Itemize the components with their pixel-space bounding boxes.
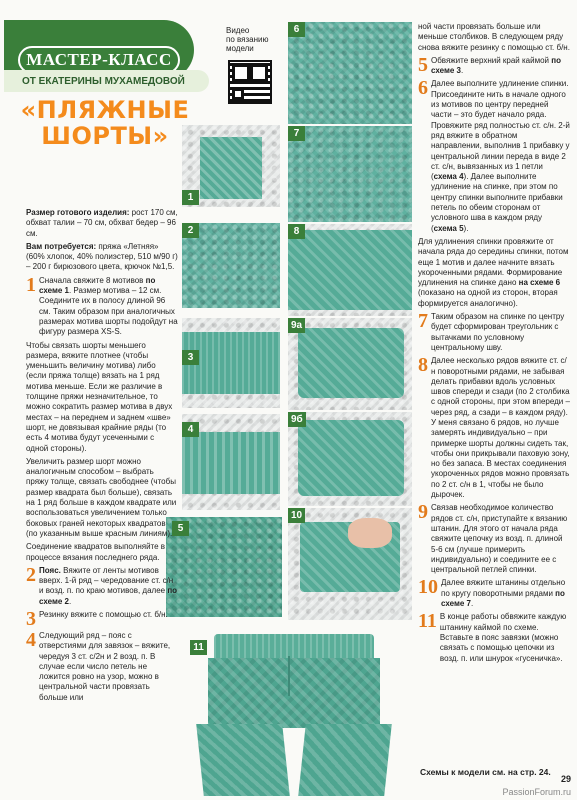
step-11-text: В конце работы обвяжите каждую штанину каймой по схеме. Вставьте в пояс завязки (можно связать с помощью цепочки из возд. п. или шнурок «гусеничка».: [439, 612, 567, 663]
back-extension-scheme-ref: на схеме 6: [518, 278, 561, 288]
step-9-text: Связав необходимое количество рядов ст. с/н, приступайте к вязанию штанин. Для этого от начала ряда свяжите цепочку из возд. п. длиной 5-6 см (лучше примерить индивидуально) и соедините ее с центральной петлей спинки.: [431, 503, 568, 575]
photo-label-5: 5: [172, 521, 189, 536]
materials-paragraph: [26, 242, 178, 273]
step-10-text-a: Далее вяжите штанины отдельно по кругу поворотными рядами: [441, 578, 566, 598]
photo-label-10: 10: [288, 508, 305, 523]
step-9-number: 9: [418, 501, 428, 524]
article-title: [20, 97, 190, 149]
masterclass-title: МАСТЕР-КЛАСС: [26, 50, 172, 69]
photo-label-3: 3: [182, 350, 199, 365]
video-caption-line1: Видео: [226, 26, 250, 35]
step-10-text-c: .: [470, 599, 474, 609]
step-7-number: 7: [418, 310, 428, 333]
photo-label-8: 8: [288, 224, 305, 239]
step-3-text: Резинку вяжите с помощью ст. б/н.: [39, 609, 168, 619]
step-6-scheme-ref-5: схема 5: [433, 223, 464, 233]
photo-step-3: [182, 318, 280, 408]
step-8-number: 8: [418, 354, 428, 377]
right-text-column: [418, 22, 570, 667]
step-9: [418, 503, 570, 575]
photo-step-7: [288, 126, 412, 222]
step-5-number: 5: [418, 53, 428, 76]
shorts-left-leg: [196, 724, 290, 796]
step-2-text-d: .: [68, 596, 72, 606]
step-3: [26, 607, 178, 630]
photo-step-9a: [288, 318, 412, 410]
size-paragraph: [26, 208, 178, 239]
step-2: [26, 563, 178, 607]
size-text: рост 170 см, обхват талии – 70 см, обхват бедер – 96 см.: [26, 208, 178, 238]
step-6-text-c: ). Далее выполните удлинение на спинке, при этом по центру спинки выполните прибавки петель по обеим сторонам от условного шва в каждом ряду (: [431, 172, 563, 233]
paragraph-back-extension: [418, 237, 570, 309]
back-extension-text-a: Для удлинения спинки провяжите от начала ряда до середины спинки, потом еще 1 мотив и далее начните вязать укороченными рядами. Формирование удлинения на спинке дано: [418, 236, 569, 288]
article-title-line2: ШОРТЫ»: [41, 122, 169, 150]
eyelet-row-swatch: [182, 432, 280, 494]
schemes-reference: Схемы к модели см. на стр. 24.: [420, 767, 551, 777]
shorts-back-swatch: [298, 420, 404, 496]
step-11-number: 11: [418, 610, 437, 633]
step-6-text-e: ).: [463, 223, 469, 233]
photo-step-5: [166, 517, 282, 617]
photo-step-10: [288, 508, 412, 620]
author-name: ОТ ЕКАТЕРИНЫ МУХАМЕДОВОЙ: [22, 75, 185, 87]
step-7: [418, 312, 570, 353]
step-2-text-b: Вяжите от ленты мотивов вверх. 1-й ряд – чередование ст. с/н и возд. п. по краю мотивов, далее: [39, 565, 174, 596]
materials-label: Вам потребуется:: [26, 241, 97, 251]
paragraph-continued: ной части провязать больше или меньше столбиков. В следующем ряду снова вяжите резинку с помощью ст. б/н.: [418, 22, 570, 52]
step-4-text: Следующий ряд – пояс с отверстиями для завязок – вяжите, чередуя 3 ст. с/2н и 2 возд. п. В случае если число петель не ложится ровно на узор, можно в центральной части провязать больше или: [39, 630, 171, 702]
step-5-scheme-ref: по схеме 3: [431, 55, 561, 76]
photo-label-7: 7: [288, 126, 305, 141]
shorts-body: [208, 658, 380, 728]
photo-label-4: 4: [182, 422, 199, 437]
step-1-text: [39, 276, 178, 338]
photo-label-11: 11: [190, 640, 207, 655]
step-5-text-a: Обвяжите верхний край каймой: [431, 55, 552, 65]
qr-code-icon[interactable]: [228, 60, 272, 104]
step-1-number: 1: [26, 273, 36, 296]
back-extension-text-c: (показано на одной из сторон, вторая формируется аналогично).: [418, 288, 558, 308]
step-4: [26, 628, 178, 703]
step-6-number: 6: [418, 77, 428, 100]
step-5-text: [431, 56, 570, 77]
photo-step-8: [288, 224, 412, 316]
video-caption: [226, 26, 281, 53]
photo-step-9b: [288, 412, 412, 506]
shorts-front-swatch: [298, 328, 404, 398]
step-1-text-c: . Размер мотива – 12 см. Соедините их в полосу длиной 96 см. Таким образом при аналогичных размерах мотива шорты подойдут на фигуру размера XS-S.: [39, 286, 178, 337]
step-3-number: 3: [26, 607, 36, 630]
left-text-column: [26, 208, 178, 706]
photo-label-1: 1: [182, 190, 199, 205]
photo-label-6: 6: [288, 22, 305, 37]
video-caption-line2: по вязанию: [226, 35, 269, 44]
step-1-scheme-ref: по схеме 1: [39, 275, 156, 296]
paragraph-larger-size: Увеличить размер шорт можно аналогичным способом – выбрать пряжу толще, связать свободнее (чтобы размер квадрата был больше), связать на 1 ряд больше в каждом квадрате или воспользоваться увеличением только боковых граней некоторых квадратов (по указанным выше красным линиям).: [26, 456, 177, 538]
step-10-text: [441, 578, 570, 609]
watermark: PassionForum.ru: [502, 787, 571, 797]
step-1: [26, 273, 178, 338]
paragraph-joining: Соединение квадратов выполняйте в процессе вязания последнего ряда.: [26, 542, 166, 562]
step-2-number: 2: [26, 563, 36, 586]
photo-step-6: [288, 22, 412, 124]
step-10-scheme-ref: по схеме 7: [441, 588, 565, 609]
step-11: [418, 612, 570, 663]
step-8: [418, 356, 570, 500]
step-1-text-a: Сначала свяжите 8 мотивов: [39, 275, 146, 285]
shorts-right-leg: [298, 724, 392, 796]
step-8-text: Далее несколько рядов вяжите ст. с/н поворотными рядами, не забывая делать прибавки вдоль условных швов спереди и сзади (по 2 столбика с одной стороны, при этом впереди – через ряд, а сзади – в каждом ряду). У меня связано 6 рядов, но лучше замерять индивидуально – при примерке шорты должны сидеть так, чтобы они прикрывали паховую зону, но без запаса. В местах соединения укороченных рядов можно провязать по 2 ст. с/н в 1, чтобы не было дырочек.: [431, 356, 570, 500]
step-6: [418, 79, 570, 233]
step-6-scheme-ref-4: схема 4: [433, 172, 464, 182]
photo-step-1: [182, 125, 280, 207]
back-extension-swatch: [288, 230, 412, 310]
step-5-text-c: .: [460, 66, 464, 76]
author-bar: [4, 70, 209, 92]
step-2-text: [39, 566, 178, 607]
photo-step-2: [182, 223, 280, 308]
photo-label-9b: 9б: [288, 412, 306, 427]
step-6-text: [431, 79, 570, 233]
step-10-number: 10: [418, 576, 438, 599]
materials-text: пряжа «Летняя» (60% хлопок, 40% полиэстер, 510 м/90 г) – 200 г бирюзового цвета, крючок №1,5.: [26, 241, 178, 272]
paragraph-smaller-size: Чтобы связать шорты меньшего размера, вяжите плотнее (чтобы уменьшить величину мотива) либо (если пряжа толще) вязать на 1 ряд мотива меньше. Если же различие в толщине пряжи незначительное, то можно сократить размер мотива в двух местах – на переднем и заднем «шве» шорт, не довязывая крайние ряды (то есть 4 мотива будут усеченными с одной стороны).: [26, 340, 173, 453]
article-title-line1: «ПЛЯЖНЫЕ: [20, 96, 190, 124]
step-6-text-a: Далее выполните удлинение спинки. Присоедините нить в начале одного из мотивов по центру передней части – это будет начало ряда. Провяжите ряд полностью ст. с/н. 2-й ряд вяжите в обратном направлении, выполнив 1 прибавку у центральной линии переда в виде 2 ст. с/н, вывязанных из 1 петли (: [431, 79, 570, 182]
page-number: 29: [560, 774, 571, 784]
step-7-text: Таким образом на спинке по центру будет сформирован треугольник с вытачками по условному центральному шву.: [431, 312, 565, 352]
hand-image: [348, 518, 392, 548]
motif-square: [200, 137, 262, 199]
photo-finished-shorts: [182, 628, 406, 800]
step-4-number: 4: [26, 628, 36, 651]
step-2-heading: Пояс.: [39, 565, 61, 575]
step-2-scheme-ref: по схеме 2: [39, 586, 178, 606]
photo-label-9a: 9а: [288, 318, 305, 333]
photo-step-4: [182, 414, 280, 510]
step-5: [418, 53, 570, 77]
photo-label-2: 2: [182, 223, 199, 238]
video-caption-line3: модели: [226, 44, 254, 53]
shorts-drawstring: [288, 656, 290, 696]
size-label: Размер готового изделия:: [26, 208, 130, 217]
step-10: [418, 578, 570, 609]
